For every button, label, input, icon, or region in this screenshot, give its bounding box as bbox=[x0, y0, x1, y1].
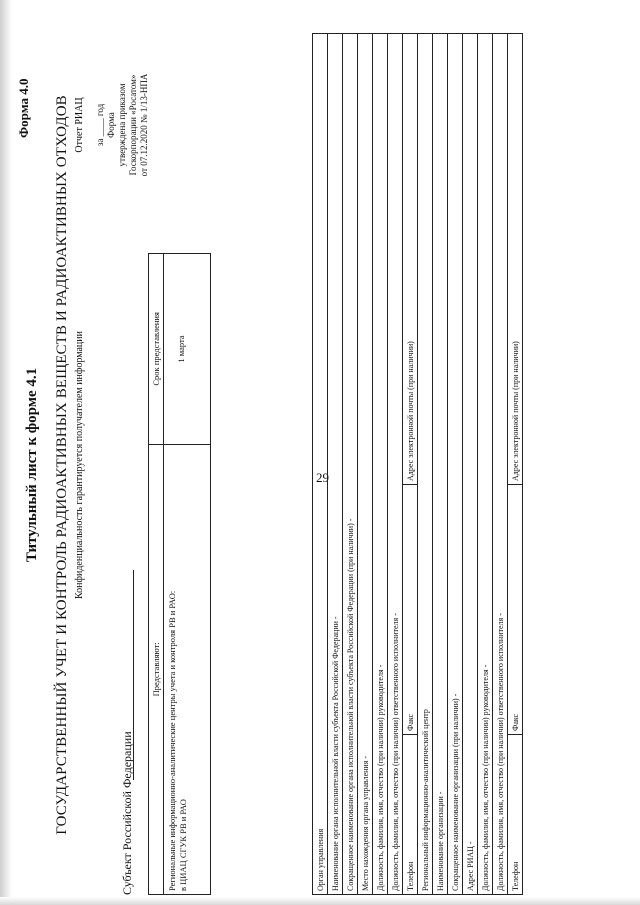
phone-label: Телефон bbox=[508, 734, 522, 894]
main-title: ГОСУДАРСТВЕННЫЙ УЧЕТ И КОНТРОЛЬ РАДИОАКТИВНЫХ ВЕЩЕСТВ И РАДИОАКТИВНЫХ ОТХОДОВ bbox=[54, 95, 70, 835]
table-row bbox=[418, 34, 433, 894]
deadline-header: Срок представления bbox=[151, 312, 161, 386]
rotated-form-page bbox=[12, 35, 612, 895]
authority-row: Наименование органа исполнительной власти субъекта Российской Федерации - bbox=[330, 616, 340, 891]
scan-shadow-bottom bbox=[0, 897, 640, 905]
phone-label: Телефон bbox=[403, 734, 417, 894]
table-row bbox=[313, 34, 328, 894]
table-row bbox=[478, 34, 493, 894]
approved-line-2: Госкорпорации «Росатом» bbox=[128, 74, 138, 176]
center-row: Должность, фамилия, имя, отчество (при наличии) ответственного исполнителя - bbox=[495, 613, 505, 891]
approved-line-3: от 07.12.2020 № 1/13-НПА bbox=[139, 73, 149, 177]
submit-header: Представляют: bbox=[149, 444, 163, 894]
authority-row: Должность, фамилия, имя, отчество (при наличии) руководителя - bbox=[375, 664, 385, 891]
email-label: Адрес электронной почты (при наличии) bbox=[510, 341, 520, 481]
confidentiality-note: Конфиденциальность гарантируется получателем информации bbox=[74, 331, 85, 600]
table-row bbox=[463, 34, 478, 894]
table-row bbox=[403, 34, 418, 894]
respondent-table bbox=[312, 33, 523, 895]
submission-table-row bbox=[164, 254, 210, 894]
center-row: Наименование организации - bbox=[435, 791, 445, 891]
center-row: Адрес РИАЦ - bbox=[465, 841, 475, 891]
submission-table bbox=[148, 253, 211, 895]
submission-table-header bbox=[149, 254, 164, 894]
subject-underline bbox=[133, 570, 134, 780]
approval-block bbox=[74, 45, 150, 205]
page-title: Титульный лист к форме 4.1 bbox=[24, 367, 40, 563]
submit-text-1: Региональные информационно-аналитические центры учета и контроля РВ и РАО: bbox=[167, 590, 177, 891]
center-header: Региональный информационно-аналитический центр bbox=[420, 709, 430, 891]
table-row bbox=[448, 34, 463, 894]
report-label: Отчет РИАЦ bbox=[74, 97, 85, 153]
table-row bbox=[328, 34, 343, 894]
center-row: Должность, фамилия, имя, отчество (при наличии) руководителя - bbox=[480, 664, 490, 891]
form-caption: Форма bbox=[106, 112, 116, 138]
table-row bbox=[358, 34, 373, 894]
table-row bbox=[373, 34, 388, 894]
table-row bbox=[343, 34, 358, 894]
period-label: за ____ год bbox=[95, 103, 105, 147]
fax-label: Факс bbox=[508, 484, 522, 734]
deadline-value: 1 марта bbox=[176, 335, 186, 363]
table-row bbox=[433, 34, 448, 894]
approved-line-1: утверждена приказом bbox=[117, 83, 127, 167]
authority-header: Орган управления bbox=[315, 828, 325, 891]
submit-cell bbox=[164, 444, 210, 894]
form-label: Форма 4.0 bbox=[16, 78, 31, 138]
submit-text-2: в ЦИАЦ СГУК РВ и РАО bbox=[178, 799, 188, 891]
subject-label: Субъект Российской Федерации bbox=[120, 731, 134, 895]
scan-shadow-left bbox=[0, 0, 12, 905]
authority-row: Должность, фамилия, имя, отчество (при наличии) ответственного исполнителя - bbox=[390, 613, 400, 891]
center-row: Сокращенное наименование организации (при наличии) - bbox=[450, 693, 460, 891]
table-row bbox=[493, 34, 508, 894]
table-row bbox=[508, 34, 523, 894]
email-label: Адрес электронной почты (при наличии) bbox=[405, 341, 415, 481]
page-number: 29 bbox=[316, 470, 329, 485]
authority-row: Сокращенное наименование органа исполнительной власти субъекта Российской Федерации (при наличии) - bbox=[345, 518, 355, 891]
fax-label: Факс bbox=[403, 484, 417, 734]
authority-row: Место нахождения органа управления - bbox=[360, 755, 370, 891]
table-row bbox=[388, 34, 403, 894]
